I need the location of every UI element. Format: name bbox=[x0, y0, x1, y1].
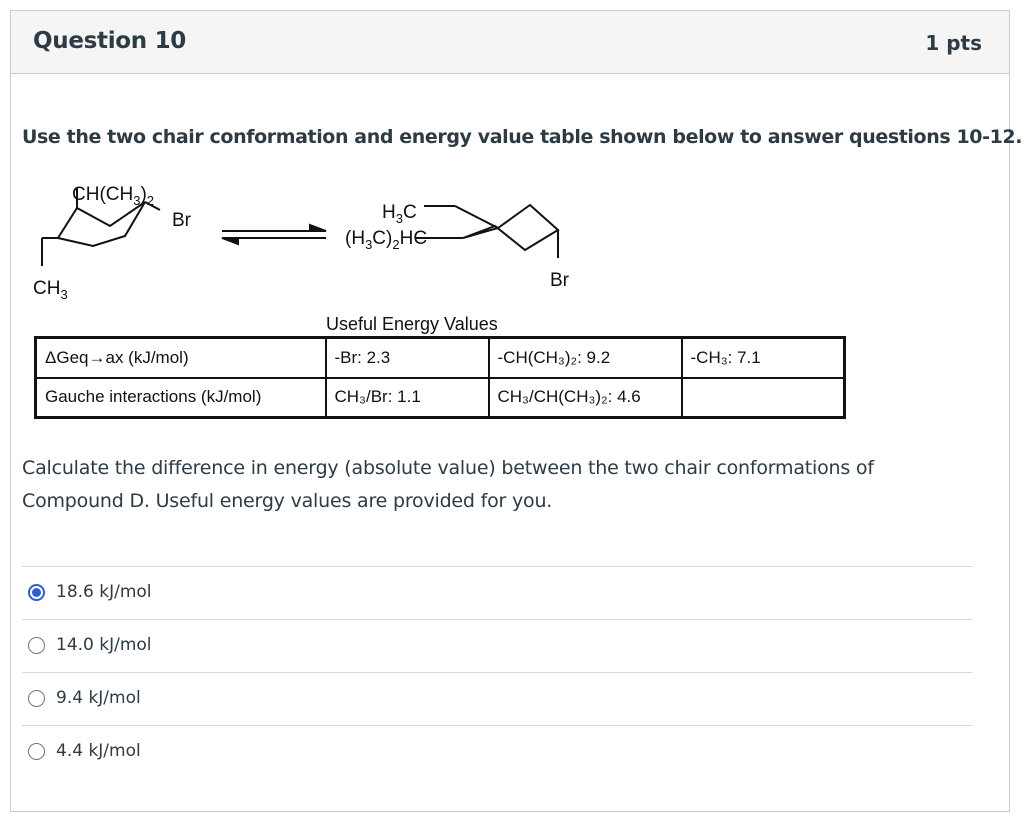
table-cell: Gauche interactions (kJ/mol) bbox=[36, 378, 326, 418]
radio-button[interactable] bbox=[28, 690, 45, 707]
question-title: Question 10 bbox=[33, 28, 186, 54]
question-instruction: Use the two chair conformation and energy value table shown below to answer questions 10-12. bbox=[22, 126, 1023, 148]
table-cell: CH₃/Br: 1.1 bbox=[326, 378, 489, 418]
right-isopropyl-label: $(H_3C)_2HC$ bbox=[345, 228, 428, 252]
question-prompt: Calculate the difference in energy (absolute value) between the two chair conformations of Compound D. Useful energy values are provided for you. bbox=[22, 457, 874, 512]
answer-label: 18.6 kJ/mol bbox=[56, 582, 152, 602]
table-row bbox=[36, 338, 845, 378]
answer-label: 14.0 kJ/mol bbox=[56, 635, 152, 655]
table-cell bbox=[682, 378, 845, 418]
left-isopropyl-label: $CH(CH_3)_2$ bbox=[72, 184, 155, 208]
chair-conformations-figure bbox=[20, 168, 580, 308]
table-cell: -Br: 2.3 bbox=[326, 338, 489, 378]
equilibrium-arrows bbox=[222, 225, 326, 244]
table-caption: Useful Energy Values bbox=[326, 314, 498, 334]
question-header bbox=[11, 11, 1009, 74]
left-ch3-label: $CH_3$ bbox=[33, 278, 68, 302]
answer-option[interactable] bbox=[22, 725, 972, 778]
question-points: 1 pts bbox=[925, 31, 982, 55]
table-cell: -CH₃: 7.1 bbox=[682, 338, 845, 378]
energy-table bbox=[34, 336, 846, 419]
radio-button-selected[interactable] bbox=[28, 584, 45, 601]
answer-label: 9.4 kJ/mol bbox=[56, 688, 141, 708]
answer-option[interactable] bbox=[22, 672, 972, 725]
table-cell: CH₃/CH(CH₃)₂: 4.6 bbox=[489, 378, 682, 418]
table-cell: -CH(CH₃)₂: 9.2 bbox=[489, 338, 682, 378]
left-br-label: Br bbox=[172, 210, 191, 231]
right-methyl-label: $H_3C$ bbox=[382, 202, 417, 226]
table-cell: ΔGeq→ax (kJ/mol) bbox=[36, 338, 326, 378]
answer-option[interactable] bbox=[22, 619, 972, 672]
answer-label: 4.4 kJ/mol bbox=[56, 741, 141, 761]
table-row bbox=[36, 378, 845, 418]
answer-list bbox=[22, 566, 972, 778]
right-br-label: Br bbox=[550, 270, 569, 291]
radio-button[interactable] bbox=[28, 743, 45, 760]
answer-option[interactable] bbox=[22, 566, 972, 619]
radio-button[interactable] bbox=[28, 637, 45, 654]
right-chair bbox=[415, 205, 558, 258]
